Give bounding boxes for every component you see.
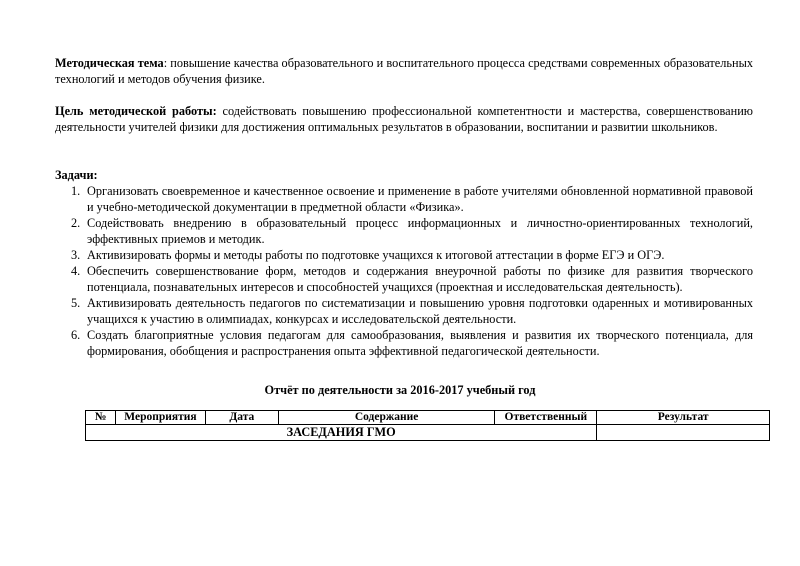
list-item [55, 263, 753, 295]
item-text: Содействовать внедрению в образовательный процесс информационных и личностно-ориентированных технологий, эффективных приемов и методик. [87, 216, 753, 246]
item-text: Создать благоприятные условия педагогам для самообразования, выявления и развития их творческого потенциала, для формирования, обобщения и распространения опыта эффективной педагогической деятельности. [87, 328, 753, 358]
item-text: Активизировать формы и методы работы по подготовке учащихся к итоговой аттестации в форме ЕГЭ и ОГЭ. [87, 248, 665, 262]
methodical-theme [55, 55, 753, 87]
column-header-date: Дата [205, 411, 278, 425]
section-heading-gmo-meetings: ЗАСЕДАНИЯ ГМО [86, 425, 597, 441]
table-cell-empty [597, 425, 770, 441]
list-item [55, 183, 753, 215]
theme-label: Методическая тема [55, 56, 164, 70]
item-number: 3. [71, 248, 81, 262]
report-title: Отчёт по деятельности за 2016-2017 учебный год [264, 383, 536, 397]
tasks-list [55, 183, 753, 359]
item-text: Активизировать деятельность педагогов по систематизации и повышению уровня подготовки одаренных и мотивированных учащихся к участию в олимпиадах, конкурсах и исследовательской деятельности. [87, 296, 753, 326]
list-item [55, 247, 753, 263]
column-header-result: Результат [597, 411, 770, 425]
list-item [55, 327, 753, 359]
report-table [85, 410, 770, 441]
goal-label: Цель методической работы: [55, 104, 217, 118]
item-number: 5. [71, 296, 81, 310]
tasks-title: Задачи: [55, 168, 98, 182]
item-number: 4. [71, 264, 81, 278]
column-header-responsible: Ответственный [495, 411, 597, 425]
methodical-goal [55, 103, 753, 135]
column-header-content: Содержание [278, 411, 495, 425]
column-header-events: Мероприятия [115, 411, 205, 425]
list-item [55, 295, 753, 327]
table-row [86, 425, 770, 441]
item-number: 2. [71, 216, 81, 230]
item-text: Организовать своевременное и качественное освоение и применение в работе учителями обновленной нормативной правовой и учебно-методической документации в предметной области «Физика». [87, 184, 753, 214]
item-number: 1. [71, 184, 81, 198]
theme-text: : повышение качества образовательного и воспитательного процесса средствами современных образовательных технологий и методов обучения физике. [55, 56, 753, 86]
item-number: 6. [71, 328, 81, 342]
item-text: Обеспечить совершенствование форм, методов и содержания внеурочной работы по физике для развития творческого потенциала, познавательных интересов и способностей учащихся (проектная и исследовательская деятельность). [87, 264, 753, 294]
column-header-number: № [86, 411, 116, 425]
goal-text: содействовать повышению профессиональной компетентности и мастерства, совершенствованию деятельности учителей физики для достижения оптимальных результатов в образовании, воспитании и развитии школьников. [55, 104, 753, 134]
table-header-row [86, 411, 770, 425]
list-item [55, 215, 753, 247]
